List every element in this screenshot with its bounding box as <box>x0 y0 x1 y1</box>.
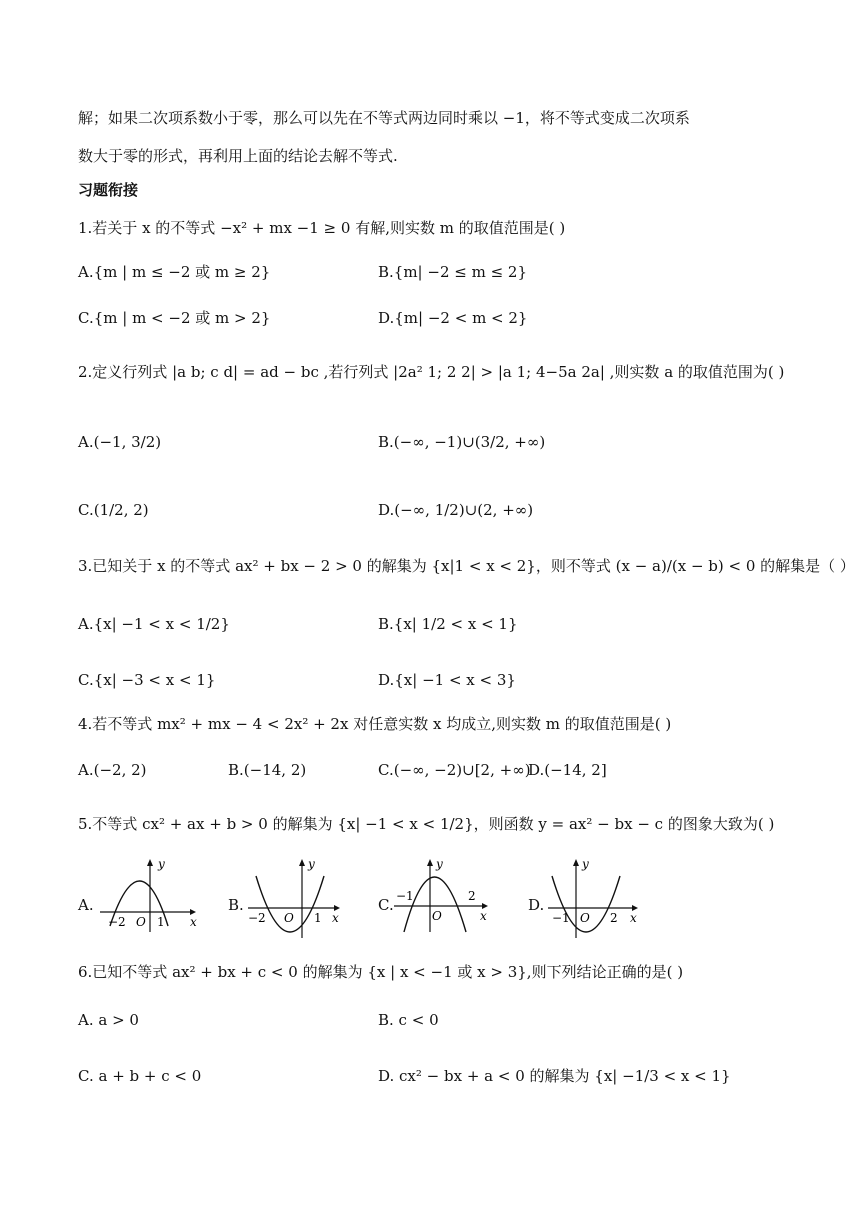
q6-option-b[interactable]: B. c < 0 <box>378 1011 439 1029</box>
q6-option-a[interactable]: A. a > 0 <box>78 1011 139 1029</box>
x-axis-label: x <box>332 911 339 925</box>
q1-option-b[interactable]: B.{m| −2 ≤ m ≤ 2} <box>378 263 528 281</box>
intro-line-2: 数大于零的形式，再利用上面的结论去解不等式. <box>78 147 398 165</box>
q5-option-c-label[interactable]: C. <box>378 896 394 914</box>
origin-label: O <box>136 915 146 929</box>
y-axis-label: y <box>436 857 443 871</box>
q5-option-b-label[interactable]: B. <box>228 896 244 914</box>
q2-option-c[interactable]: C.(1/2, 2) <box>78 501 149 519</box>
x-axis-label: x <box>480 909 487 923</box>
q2-option-d[interactable]: D.(−∞, 1/2)∪(2, +∞) <box>378 501 534 519</box>
root-right-label: 2 <box>468 889 476 903</box>
q6-stem: 6.已知不等式 ax² + bx + c < 0 的解集为 {x | x < −1 或 x > 3},则下列结论正确的是( ) <box>78 963 684 981</box>
q6-option-c[interactable]: C. a + b + c < 0 <box>78 1067 202 1085</box>
q1-option-a[interactable]: A.{m | m ≤ −2 或 m ≥ 2} <box>78 263 271 281</box>
q1-stem: 1.若关于 x 的不等式 −x² + mx −1 ≥ 0 有解,则实数 m 的取值范围是( ) <box>78 219 566 237</box>
q4-option-d[interactable]: D.(−14, 2] <box>528 761 607 779</box>
intro-line-1: 解；如果二次项系数小于零，那么可以先在不等式两边同时乘以 −1，将不等式变成二次项系 <box>78 109 690 127</box>
q1-option-d[interactable]: D.{m| −2 < m < 2} <box>378 309 528 327</box>
q4-stem: 4.若不等式 mx² + mx − 4 < 2x² + 2x 对任意实数 x 均成立,则实数 m 的取值范围是( ) <box>78 715 672 733</box>
q2-stem: 2.定义行列式 |a b; c d| = ad − bc ,若行列式 |2a² 1; 2 2| > |a 1; 4−5a 2a| ,则实数 a 的取值范围为( ) <box>78 363 785 381</box>
q1-option-c[interactable]: C.{m | m < −2 或 m > 2} <box>78 309 271 327</box>
origin-label: O <box>580 911 590 925</box>
x-axis-label: x <box>190 915 197 929</box>
root-left-label: −2 <box>248 911 266 925</box>
root-right-label: 1 <box>157 915 165 929</box>
q5-stem: 5.不等式 cx² + ax + b > 0 的解集为 {x| −1 < x < 1/2}，则函数 y = ax² − bx − c 的图象大致为( ) <box>78 815 775 833</box>
q3-option-d[interactable]: D.{x| −1 < x < 3} <box>378 671 516 689</box>
q5-graph-b[interactable] <box>244 856 354 942</box>
root-left-label: −2 <box>108 915 126 929</box>
x-axis-label: x <box>630 911 637 925</box>
y-axis-label: y <box>308 857 315 871</box>
q5-graph-a[interactable] <box>92 856 202 936</box>
q3-option-b[interactable]: B.{x| 1/2 < x < 1} <box>378 615 518 633</box>
root-right-label: 1 <box>314 911 322 925</box>
root-left-label: −1 <box>396 889 414 903</box>
origin-label: O <box>284 911 294 925</box>
q5-option-a-label[interactable]: A. <box>78 896 94 914</box>
q2-option-b[interactable]: B.(−∞, −1)∪(3/2, +∞) <box>378 433 546 451</box>
q3-stem: 3.已知关于 x 的不等式 ax² + bx − 2 > 0 的解集为 {x|1 < x < 2}，则不等式 (x − a)/(x − b) < 0 的解集是（ ） <box>78 557 855 575</box>
q2-option-a[interactable]: A.(−1, 3/2) <box>78 433 162 451</box>
y-axis-label: y <box>582 857 589 871</box>
q3-option-a[interactable]: A.{x| −1 < x < 1/2} <box>78 615 230 633</box>
root-right-label: 2 <box>610 911 618 925</box>
root-left-label: −1 <box>552 911 570 925</box>
q4-option-b[interactable]: B.(−14, 2) <box>228 761 307 779</box>
q6-option-d[interactable]: D. cx² − bx + a < 0 的解集为 {x| −1/3 < x < 1} <box>378 1067 731 1085</box>
q5-option-d-label[interactable]: D. <box>528 896 545 914</box>
q3-option-c[interactable]: C.{x| −3 < x < 1} <box>78 671 216 689</box>
q5-graph-d[interactable] <box>544 856 654 942</box>
q4-option-c[interactable]: C.(−∞, −2)∪[2, +∞) <box>378 761 531 779</box>
origin-label: O <box>432 909 442 923</box>
q5-graph-c[interactable] <box>390 856 500 936</box>
q4-option-a[interactable]: A.(−2, 2) <box>78 761 147 779</box>
section-title: 习题衔接 <box>78 181 139 199</box>
y-axis-label: y <box>158 857 165 871</box>
